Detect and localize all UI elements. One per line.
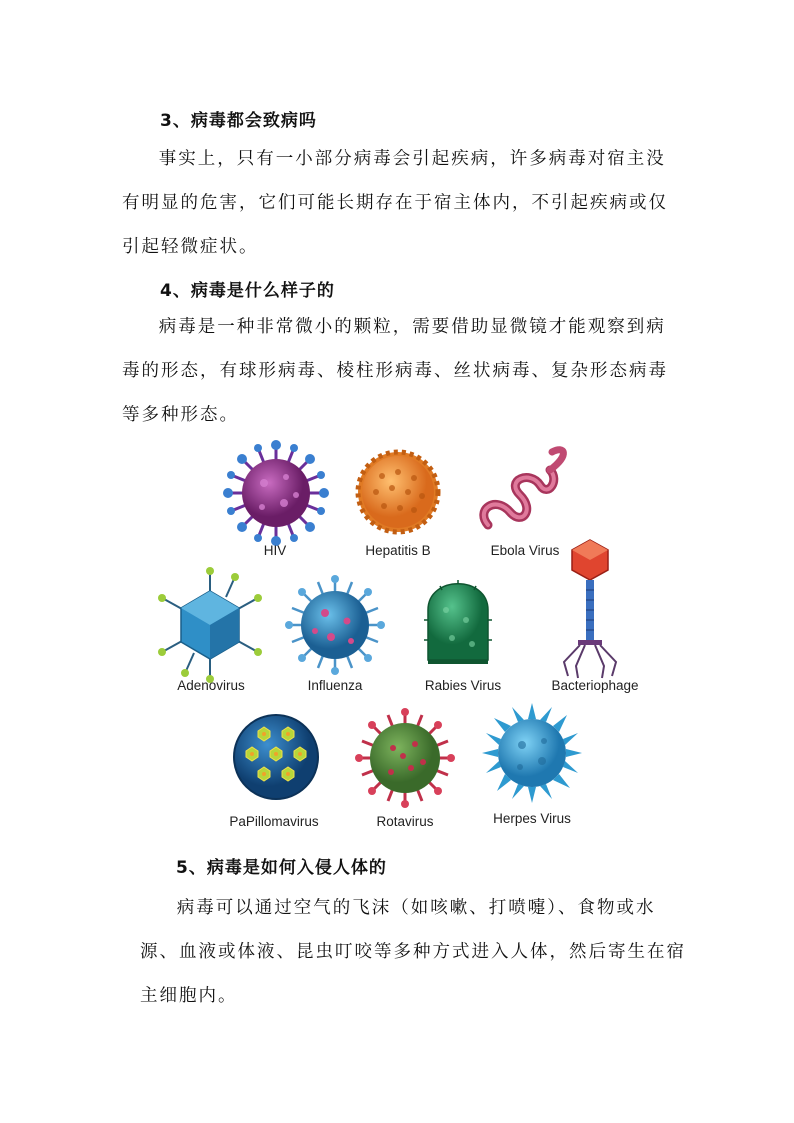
label-influenza: Influenza <box>307 678 363 693</box>
section-5-paragraph: 病毒可以通过空气的飞沫（如咳嗽、打喷嚏）、食物或水源、血液或体液、昆虫叮咬等多种方式进入人体，然后寄生在宿主细胞内。 <box>140 898 686 1006</box>
label-herpes: Herpes Virus <box>493 811 571 826</box>
rabies-virus-icon <box>424 580 492 664</box>
label-papillomavirus: PaPillomavirus <box>229 814 319 829</box>
section-4-heading: 4、病毒是什么样子的 <box>160 281 335 301</box>
section-3-paragraph: 事实上，只有一小部分病毒会引起疾病，许多病毒对宿主没有明显的危害，它们可能长期存在于宿主体内，不引起疾病或仅引起轻微症状。 <box>122 149 668 257</box>
virus-illustration <box>150 440 660 840</box>
label-bacteriophage: Bacteriophage <box>551 678 639 693</box>
hiv-virus-icon <box>223 440 329 546</box>
label-hepatitis-b: Hepatitis B <box>365 543 431 558</box>
adenovirus-icon <box>158 567 262 683</box>
hepatitis-b-virus-icon <box>358 452 438 532</box>
ebola-virus-icon <box>484 450 564 525</box>
label-rotavirus: Rotavirus <box>376 814 434 829</box>
papillomavirus-icon <box>234 715 318 799</box>
label-hiv: HIV <box>263 543 287 558</box>
label-rabies: Rabies Virus <box>424 678 502 693</box>
section-5-heading: 5、病毒是如何入侵人体的 <box>176 858 387 878</box>
virus-shapes-figure <box>150 440 660 840</box>
rotavirus-icon <box>355 708 455 808</box>
label-adenovirus: Adenovirus <box>177 678 245 693</box>
section-3-heading: 3、病毒都会致病吗 <box>160 111 317 131</box>
label-ebola: Ebola Virus <box>490 543 560 558</box>
influenza-virus-icon <box>285 575 385 675</box>
herpes-virus-icon <box>482 703 582 803</box>
section-4-paragraph: 病毒是一种非常微小的颗粒，需要借助显微镜才能观察到病毒的形态，有球形病毒、棱柱形病毒、丝状病毒、复杂形态病毒等多种形态。 <box>122 317 668 425</box>
bacteriophage-icon <box>564 540 616 678</box>
